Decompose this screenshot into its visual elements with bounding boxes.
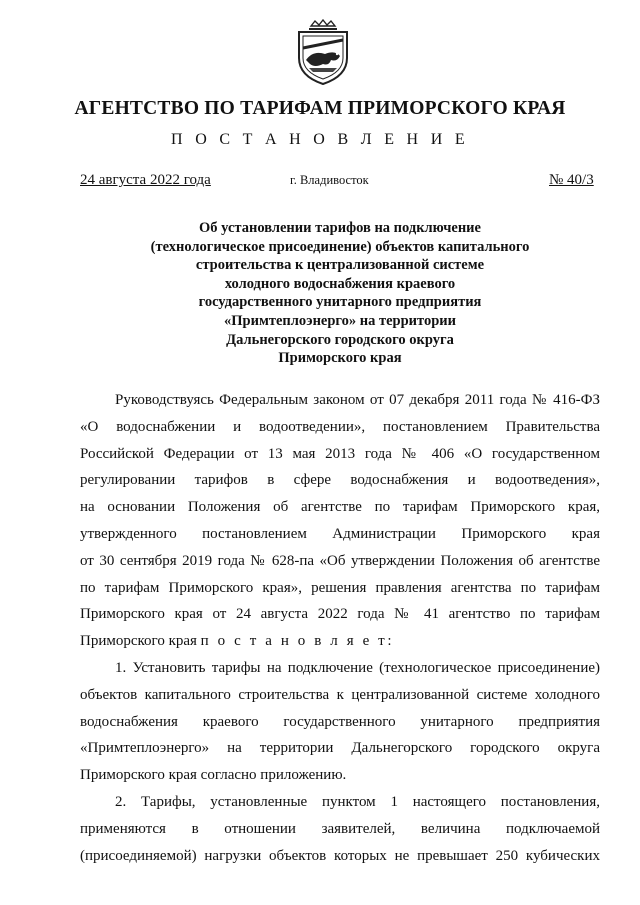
document-number: № 40/3 [549,172,594,188]
document-type: П О С Т А Н О В Л Е Н И Е [171,131,469,148]
document-title [80,219,600,368]
body-line: водоснабжения краевого государственного унитарного предприятия [80,713,600,730]
document-date: 24 августа 2022 года [80,172,211,188]
body-line: «Примтеплоэнерго» на территории Дальнегорского городского округа [80,740,600,757]
body-line: от 30 сентября 2019 года № 628-па «Об утверждении Положения об агентстве [80,552,600,569]
body-line: утвержденного постановлением Администрации Приморского края [80,525,600,542]
body-line: «О водоснабжении и водоотведении», постановлением Правительства [80,418,600,435]
document-body [80,387,600,869]
agency-name: АГЕНТСТВО ПО ТАРИФАМ ПРИМОРСКОГО КРАЯ [74,98,566,119]
body-line: применяются в отношении заявителей, величина подключаемой [80,820,600,837]
title-line: Об установлении тарифов на подключение [199,220,481,236]
title-line: государственного унитарного предприятия [198,294,482,311]
body-line: 2. Тарифы, установленные пунктом 1 настоящего постановления, [115,793,600,810]
resolves-word: п о с т а н о в л я е т: [200,633,395,650]
body-line: Приморского края от 24 августа 2022 года № 41 агентство по тарифам [80,606,600,623]
document-city: г. Владивосток [290,173,369,187]
coat-of-arms-emblem [293,18,353,88]
title-line: Дальнегорского городского округа [226,331,454,348]
body-line [80,628,600,655]
title-line: «Примтеплоэнерго» на территории [224,312,456,329]
body-line: Руководствуясь Федеральным законом от 07 декабря 2011 года № 416-ФЗ [115,392,600,408]
title-line: строительства к централизованной системе [195,257,485,274]
body-line: Приморского края согласно приложению. [80,767,347,784]
body-text: Приморского края [80,633,197,650]
title-line: (технологическое присоединение) объектов капитального [150,238,530,255]
body-line: по тарифам Приморского края», решения правления агентства по тарифам [80,579,600,596]
title-line: Приморского края [278,350,402,367]
body-line: (присоединяемой) нагрузки объектов которых не превышает 250 кубических [80,847,600,864]
body-line: на основании Положения об агентстве по тарифам Приморского края, [80,499,600,516]
body-line: регулировании тарифов в сфере водоснабжения и водоотведения», [80,472,600,489]
body-line: Российской Федерации от 13 мая 2013 года № 406 «О государственном [80,445,600,462]
body-line: 1. Установить тарифы на подключение (технологическое присоединение) [115,659,600,676]
body-line: объектов капитального строительства к централизованной системе холодного [80,686,600,703]
title-line: холодного водоснабжения краевого [224,275,456,292]
